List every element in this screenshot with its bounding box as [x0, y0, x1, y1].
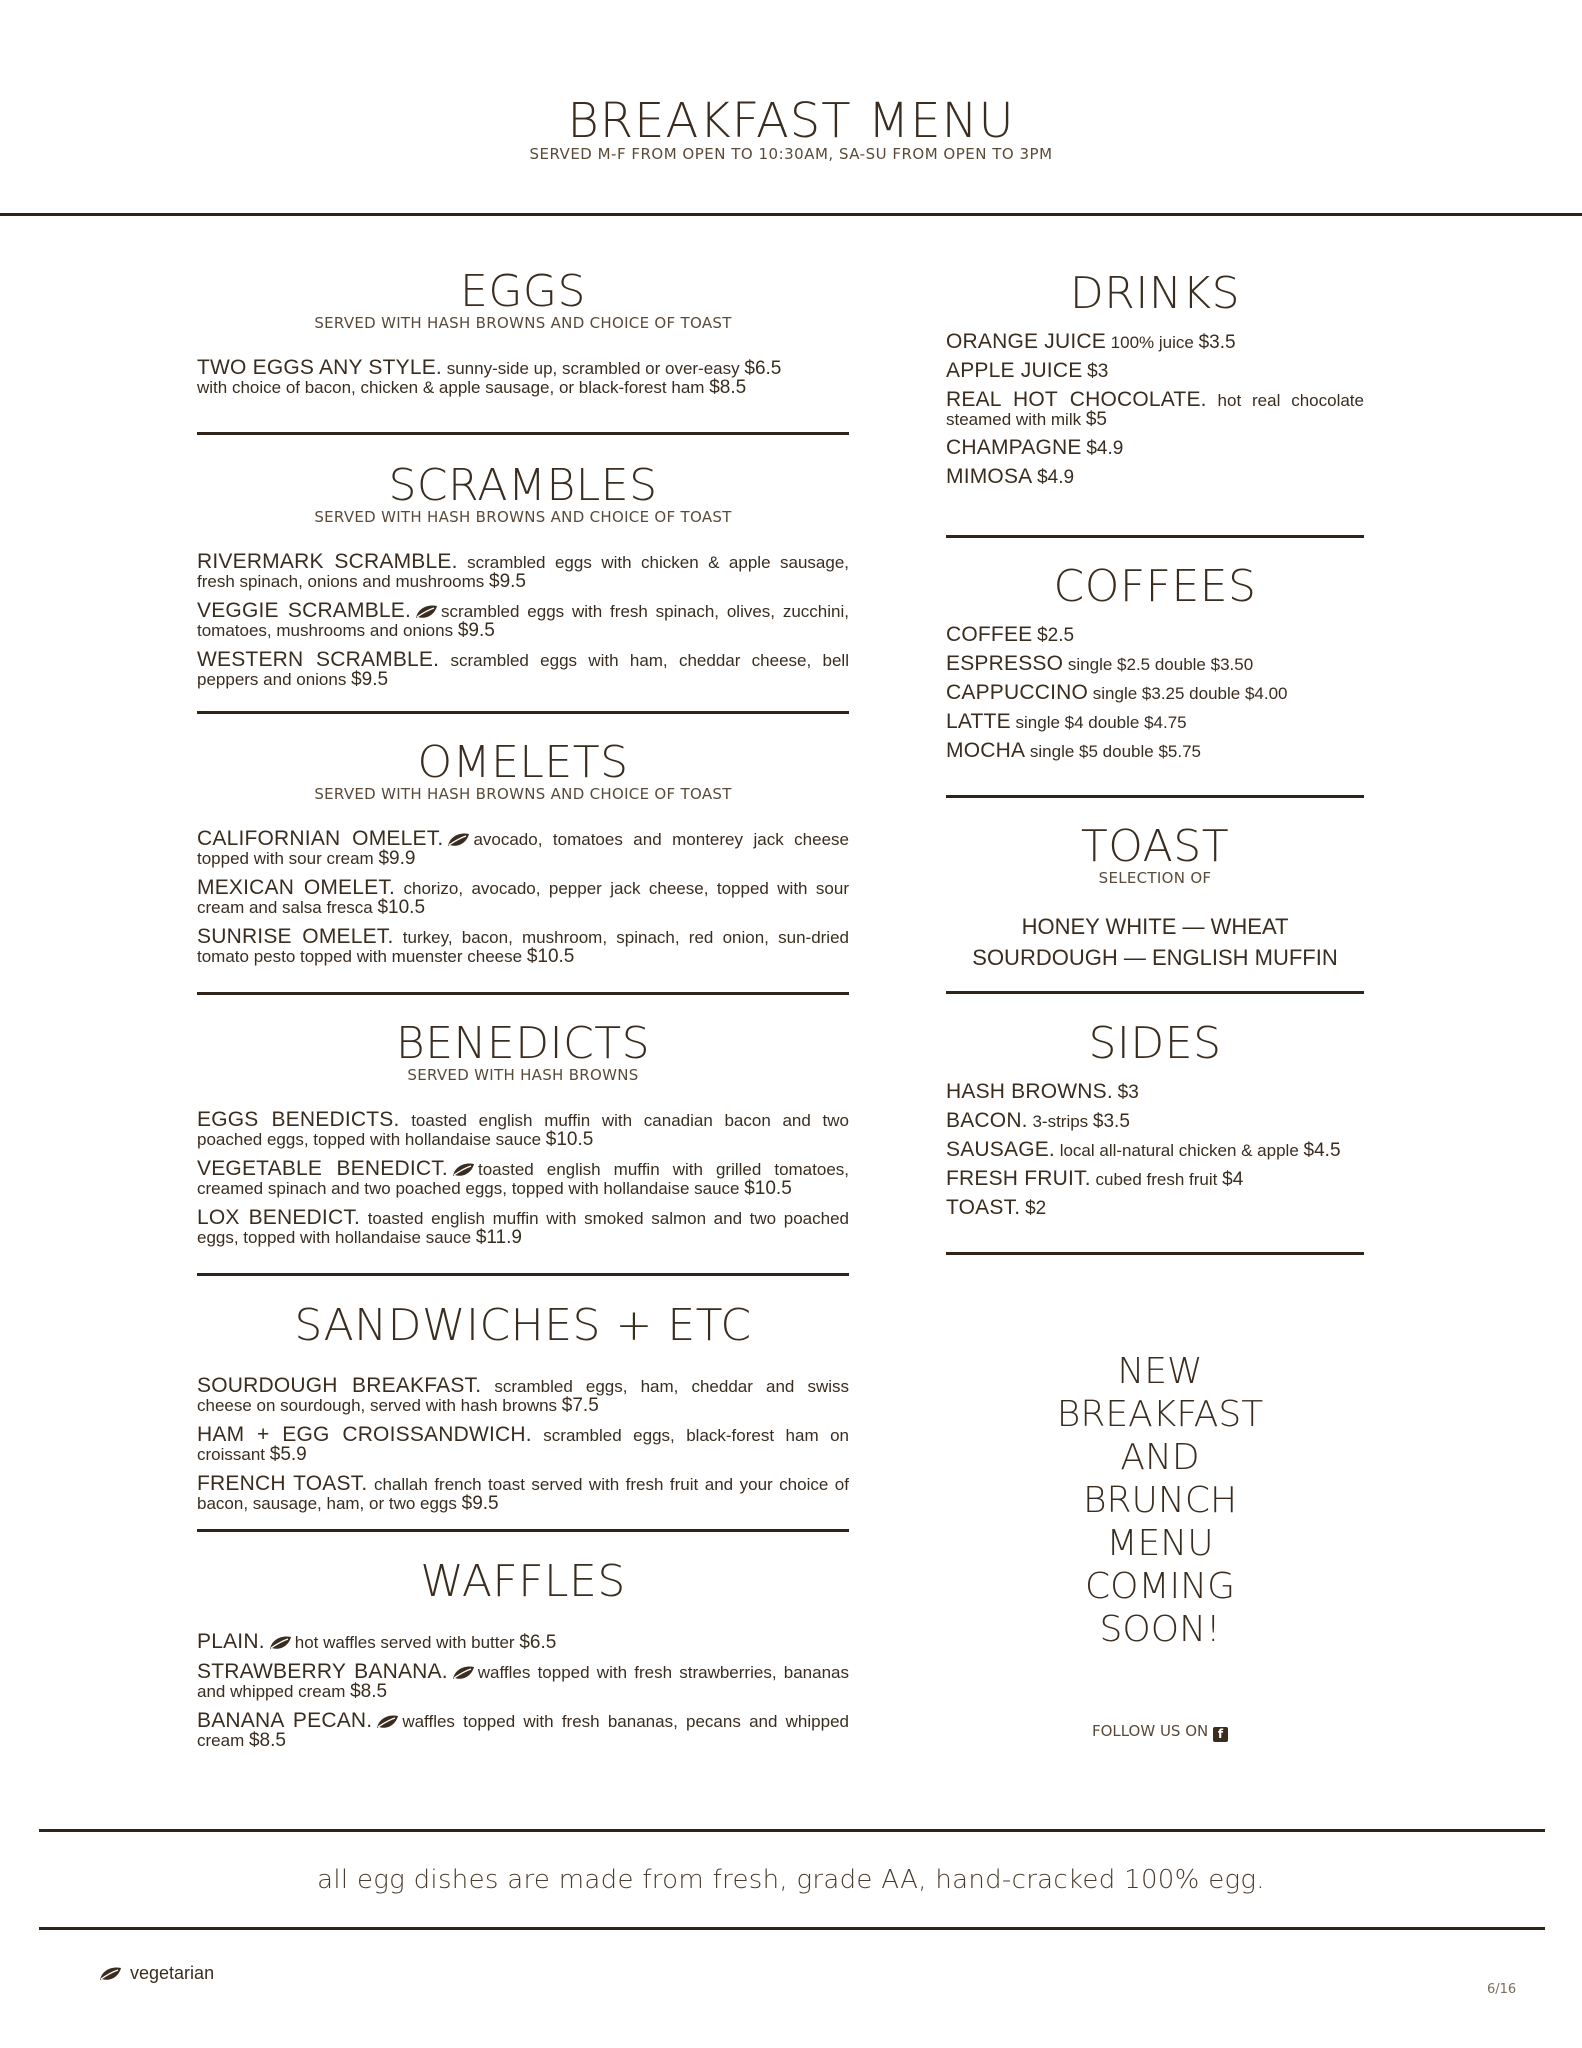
item-price: $9.5 [489, 571, 526, 592]
item-price: $9.5 [461, 1493, 499, 1514]
item-name: VEGETABLE BENEDICT. [197, 1157, 448, 1180]
item-description: single $4 double $4.75 [1015, 713, 1187, 732]
egg-quality-note: all egg dishes are made from fresh, grade AA, hand-cracked 100% egg. [317, 1865, 1265, 1895]
item-name: SUNRISE OMELET. [197, 925, 394, 948]
menu-item [197, 1711, 849, 1750]
leaf-icon [98, 1966, 122, 1982]
item-price: $2.5 [1037, 625, 1075, 646]
menu-item [197, 878, 849, 917]
item-description: chorizo, avocado, pepper jack cheese, topped with sour cream and salsa fresca [197, 879, 850, 917]
section-divider [946, 1252, 1364, 1255]
section-divider [197, 1529, 849, 1532]
menu-item-list [197, 1632, 849, 1750]
menu-item [197, 1208, 849, 1247]
menu-item [197, 1425, 849, 1464]
item-description: cubed fresh fruit [1095, 1170, 1218, 1189]
item-name: HASH BROWNS. [946, 1080, 1113, 1103]
section-title: BENEDICTS [395, 1018, 651, 1069]
toast-option: SOURDOUGH — ENGLISH MUFFIN [972, 945, 1338, 970]
page-title: BREAKFAST MENU [567, 93, 1015, 149]
section-title: COFFEES [1053, 561, 1257, 612]
menu-item [946, 438, 1364, 458]
menu-item [197, 927, 849, 966]
item-price: $8.5 [350, 1681, 388, 1702]
legend-label: vegetarian [130, 1963, 215, 1983]
item-price: $2 [1025, 1198, 1047, 1219]
menu-item-list [946, 1082, 1364, 1218]
item-name: MIMOSA [946, 465, 1033, 488]
menu-item [197, 1632, 849, 1652]
item-description: scrambled eggs with fresh spinach, olives, zucchini, tomatoes, mushrooms and onions [197, 602, 849, 640]
item-description: waffles topped with fresh strawberries, bananas and whipped cream [197, 1663, 849, 1701]
promo-line: MENU [1106, 1523, 1214, 1564]
menu-item [197, 1159, 849, 1198]
item-price: $6.5 [519, 1632, 557, 1653]
item-price: $7.5 [561, 1395, 599, 1416]
promo-line: AND [1120, 1437, 1200, 1478]
promo-line: BRUNCH [1082, 1480, 1238, 1521]
leaf-icon [451, 1665, 475, 1681]
item-name: BACON. [946, 1109, 1028, 1132]
section-divider [946, 991, 1364, 994]
menu-item-list [946, 332, 1364, 487]
item-price: $3.5 [1092, 1111, 1130, 1132]
item-description: challah french toast served with fresh fruit and your choice of bacon, sausage, ham, or two eggs [197, 1475, 849, 1513]
item-description: 3-strips [1032, 1112, 1089, 1131]
section-coffees [946, 563, 1364, 770]
item-description: waffles topped with fresh bananas, pecans and whipped cream [197, 1712, 849, 1750]
item-name: RIVERMARK SCRAMBLE. [197, 550, 458, 573]
menu-item [946, 1198, 1364, 1218]
menu-item [197, 358, 849, 397]
item-name: HAM + EGG CROISSANDWICH. [197, 1423, 532, 1446]
menu-item [197, 601, 849, 640]
item-name: LATTE [946, 710, 1011, 733]
menu-item-list [197, 1110, 849, 1247]
item-name: TWO EGGS ANY STYLE. [197, 356, 442, 379]
section-subtitle: SERVED WITH HASH BROWNS AND CHOICE OF TOAST [314, 508, 732, 526]
menu-item [946, 654, 1364, 674]
follow-us[interactable] [945, 1722, 1375, 1742]
item-name: EGGS BENEDICTS. [197, 1108, 400, 1131]
vegetarian-legend [95, 1963, 214, 1984]
menu-item [197, 650, 849, 689]
item-price: $3 [1117, 1082, 1139, 1103]
header-divider [0, 213, 1582, 216]
section-scrambles [197, 462, 849, 699]
item-price: $10.5 [545, 1129, 594, 1150]
section-divider [197, 711, 849, 714]
item-price: $5 [1085, 409, 1107, 430]
item-name: SAUSAGE. [946, 1138, 1055, 1161]
item-description: toasted english muffin with smoked salmon and two poached eggs, topped with hollandaise sauce [197, 1209, 849, 1247]
section-subtitle: SELECTION OF [1098, 869, 1212, 887]
item-description: with choice of bacon, chicken & apple sausage, or black-forest ham [197, 378, 705, 397]
menu-item [197, 1376, 849, 1415]
menu-item-list [197, 358, 849, 397]
item-name: REAL HOT CHOCOLATE. [946, 388, 1207, 411]
menu-item [946, 467, 1364, 487]
item-name: SOURDOUGH BREAKFAST. [197, 1374, 482, 1397]
menu-item [946, 1140, 1364, 1160]
menu-item [946, 1111, 1364, 1131]
item-description: sunny-side up, scrambled or over-easy [446, 359, 740, 378]
item-description: hot waffles served with butter [294, 1633, 515, 1652]
item-name: FRESH FRUIT. [946, 1167, 1091, 1190]
section-title: EGGS [460, 266, 586, 317]
menu-item-list [197, 552, 849, 689]
toast-options [946, 911, 1364, 973]
section-sandwiches [197, 1302, 849, 1523]
item-description: avocado, tomatoes and monterey jack cheese topped with sour cream [197, 830, 849, 868]
section-title: SIDES [1088, 1018, 1222, 1069]
section-divider [946, 535, 1364, 538]
item-description: scrambled eggs, black-forest ham on croissant [197, 1426, 849, 1464]
item-description: scrambled eggs with chicken & apple sausage, fresh spinach, onions and mushrooms [197, 553, 849, 591]
item-description: toasted english muffin with canadian bacon and two poached eggs, topped with hollandaise sauce [197, 1111, 849, 1149]
section-title: TOAST [1080, 821, 1230, 872]
item-price: $9.9 [378, 848, 416, 869]
section-waffles [197, 1558, 849, 1760]
section-title: WAFFLES [420, 1556, 626, 1607]
item-name: MOCHA [946, 739, 1026, 762]
item-name: PLAIN. [197, 1630, 265, 1653]
section-benedicts [197, 1020, 849, 1257]
leaf-icon [268, 1635, 292, 1651]
promo-line: BREAKFAST [1056, 1394, 1264, 1435]
item-description: scrambled eggs, ham, cheddar and swiss cheese on sourdough, served with hash browns [197, 1377, 850, 1415]
follow-label: FOLLOW US ON [1091, 1722, 1209, 1740]
item-price: $8.5 [248, 1730, 286, 1751]
section-title: OMELETS [417, 737, 629, 788]
item-name: WESTERN SCRAMBLE. [197, 648, 440, 671]
item-description: single $5 double $5.75 [1029, 742, 1201, 761]
item-price: $4.9 [1086, 438, 1124, 459]
leaf-icon [451, 1162, 475, 1178]
promo-line: NEW [1117, 1351, 1203, 1392]
item-description: scrambled eggs with ham, cheddar cheese, bell peppers and onions [197, 651, 849, 689]
item-name: CHAMPAGNE [946, 436, 1082, 459]
item-price: $4.5 [1303, 1140, 1341, 1161]
item-name: ORANGE JUICE [946, 330, 1106, 353]
item-price: $8.5 [709, 377, 747, 398]
item-price: $11.9 [475, 1227, 522, 1248]
menu-item-list [946, 625, 1364, 761]
item-price: $4 [1222, 1169, 1244, 1190]
item-name: CALIFORNIAN OMELET. [197, 827, 444, 850]
leaf-icon [414, 604, 438, 620]
item-price: $5.9 [269, 1444, 307, 1465]
section-subtitle: SERVED WITH HASH BROWNS AND CHOICE OF TOAST [314, 785, 732, 803]
section-title: DRINKS [1069, 268, 1241, 319]
item-name: TOAST. [946, 1196, 1021, 1219]
promo-line: SOON! [1099, 1609, 1221, 1650]
item-name: FRENCH TOAST. [197, 1472, 368, 1495]
item-name: VEGGIE SCRAMBLE. [197, 599, 412, 622]
item-name: BANANA PECAN. [197, 1709, 373, 1732]
toast-option: HONEY WHITE — WHEAT [1021, 914, 1289, 939]
coming-soon-promo [945, 1350, 1375, 1651]
menu-item-list [197, 1376, 849, 1513]
section-subtitle: SERVED WITH HASH BROWNS [407, 1066, 639, 1084]
menu-item [197, 552, 849, 591]
item-name: CAPPUCCINO [946, 681, 1089, 704]
menu-item [946, 332, 1364, 352]
menu-item [946, 1082, 1364, 1102]
item-price: $9.5 [351, 669, 389, 690]
leaf-icon [375, 1714, 399, 1730]
menu-item [946, 683, 1364, 703]
section-divider [197, 992, 849, 995]
menu-item [197, 1662, 849, 1701]
section-omelets [197, 739, 849, 976]
menu-item [946, 361, 1364, 381]
item-name: LOX BENEDICT. [197, 1206, 361, 1229]
item-name: COFFEE [946, 623, 1033, 646]
leaf-icon [446, 832, 470, 848]
section-title: SCRAMBLES [388, 460, 658, 511]
menu-header [0, 95, 1582, 163]
item-price: $3 [1087, 361, 1109, 382]
section-divider [197, 432, 849, 435]
promo-line: COMING [1085, 1566, 1235, 1607]
item-name: MEXICAN OMELET. [197, 876, 396, 899]
item-price: $10.5 [377, 897, 426, 918]
item-price: $4.9 [1037, 467, 1075, 488]
item-name: STRAWBERRY BANANA. [197, 1660, 448, 1683]
item-name: APPLE JUICE [946, 359, 1083, 382]
section-toast [946, 823, 1364, 973]
section-drinks [946, 270, 1364, 496]
item-description: single $3.25 double $4.00 [1092, 684, 1288, 703]
menu-item [946, 712, 1364, 732]
menu-item [197, 829, 849, 868]
menu-item [197, 1474, 849, 1513]
menu-item [946, 390, 1364, 429]
menu-item [946, 1169, 1364, 1189]
item-description: toasted english muffin with grilled tomatoes, creamed spinach and two poached eggs, topped with hollandaise sauce [197, 1160, 849, 1198]
section-eggs [197, 268, 849, 407]
section-sides [946, 1020, 1364, 1227]
page-code: 6/16 [1487, 1982, 1517, 1997]
item-price: $10.5 [744, 1178, 792, 1199]
section-divider [197, 1273, 849, 1276]
item-description: single $2.5 double $3.50 [1067, 655, 1254, 674]
menu-item [197, 1110, 849, 1149]
footer-divider-bottom [39, 1927, 1545, 1930]
section-title: SANDWICHES + ETC [294, 1300, 752, 1351]
item-description: hot real chocolate steamed with milk [946, 391, 1364, 429]
section-divider [946, 795, 1364, 798]
item-price: $9.5 [457, 620, 495, 641]
section-subtitle: SERVED WITH HASH BROWNS AND CHOICE OF TOAST [314, 314, 732, 332]
item-description: 100% juice [1110, 333, 1194, 352]
item-description: local all-natural chicken & apple [1059, 1141, 1299, 1160]
service-hours: SERVED M-F FROM OPEN TO 10:30AM, SA-SU FROM OPEN TO 3PM [529, 145, 1053, 163]
item-price: $10.5 [526, 946, 575, 967]
footer-divider-top [39, 1829, 1545, 1832]
menu-item [946, 625, 1364, 645]
item-description: turkey, bacon, mushroom, spinach, red onion, sun-dried tomato pesto topped with muenster cheese [197, 928, 849, 966]
item-name: ESPRESSO [946, 652, 1064, 675]
facebook-icon[interactable]: f [1213, 1727, 1228, 1742]
item-price: $6.5 [744, 358, 782, 379]
menu-item-list [197, 829, 849, 966]
menu-item [946, 741, 1364, 761]
item-price: $3.5 [1198, 332, 1236, 353]
